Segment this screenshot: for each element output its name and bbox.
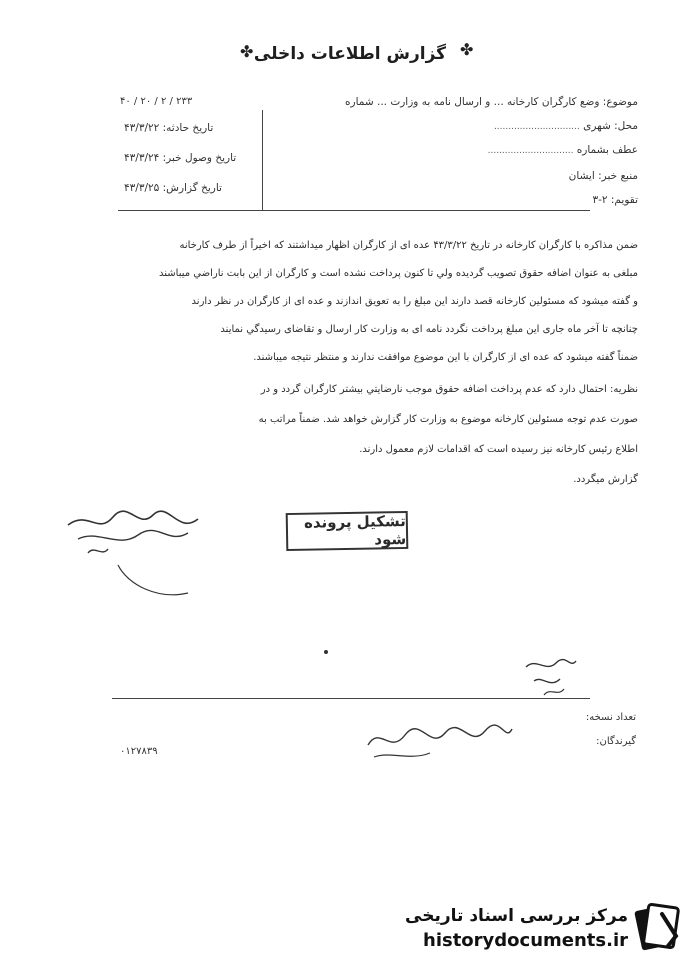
receipt-date-field: تاریخ وصول خبر: ۴۳/۳/۲۴ — [124, 152, 237, 164]
subject-number: ۲۳۳ / ۲ / ۲۰ / ۴۰ — [120, 96, 193, 107]
footer-rule — [112, 698, 590, 699]
event-date-field: تاریخ حادثه: ۴۳/۳/۲۲ — [124, 122, 214, 134]
source-field: منبع خبر: ایشان — [568, 170, 638, 182]
body-line: و گفته ميشود كه مسئولين كارخانه قصد دارند اين مبلغ را به تعويق اندازند و عده ای از كارگران در نظر دارند — [191, 296, 638, 307]
header-bottom-rule — [118, 210, 590, 211]
initials-signature-icon — [520, 655, 580, 700]
handwritten-signature-icon — [58, 505, 208, 605]
archive-logo-icon — [632, 900, 688, 956]
reference-label: عطف بشماره — [576, 144, 638, 156]
copies-label: تعداد نسخه: — [585, 712, 636, 723]
reference-dots: .............................. — [487, 146, 574, 156]
evaluation-field: تقویم: ۲-۳ — [592, 194, 638, 206]
watermark-org-name: مرکز بررسی اسناد تاریخی — [405, 906, 628, 926]
body-line: نظريه: احتمال دارد كه عدم پرداخت اضافه حقوق موجب نارضايتي بيشتر كارگران گردد و در — [260, 384, 638, 395]
footer-signature-icon — [360, 715, 520, 765]
filing-stamp: تشکیل پرونده شود — [286, 511, 409, 551]
place-label: محل: شهری — [583, 120, 638, 132]
recipients-label: گیرندگان: — [596, 736, 636, 747]
body-line: اطلاع رئيس كارخانه نيز رسيده است كه اقدامات لازم معمول دارند. — [359, 444, 638, 455]
document-code: ۰۱۲۷۸۳۹ — [120, 746, 158, 757]
watermark-url: historydocuments.ir — [423, 930, 628, 951]
body-line: مبلغی به عنوان اضافه حقوق تصویب گرديده ولي تا كنون پرداخت نشده است و كارگران از اين بابت ناراضي ميباشند — [159, 268, 638, 279]
document-title: گزارش اطلاعات داخلی — [253, 44, 447, 64]
body-line: ضمناً گفته ميشود كه عده ای از كارگران با اين موضوع موافقت ندارند و منتظر نتيجه ميباشند. — [253, 352, 638, 363]
ornament-right-icon: ✤ — [460, 40, 474, 59]
subject-label: موضوع: وضع كارگران کارخانه ... و ارسال نامه به وزارت ... شماره — [345, 96, 638, 108]
body-line: صورت عدم توجه مسئولين كارخانه موضوع به وزارت كار گزارش خواهد شد. ضمناً مراتب به — [258, 414, 638, 425]
body-line: چنانچه تا آخر ماه جاری اين مبلغ پرداخت نگردد نامه ای به وزارت كار ارسال و تقاضای رسيدگي نمايند — [220, 324, 638, 335]
header-divider — [262, 110, 263, 210]
place-dots: .............................. — [493, 122, 580, 132]
ornament-left-icon: ✤ — [240, 42, 254, 61]
place-field — [494, 120, 638, 132]
body-line: ضمن مذاكره با كارگران كارخانه در تاريخ ۴۳/۳/۲۲ عده ای از كارگران اظهار ميداشتند كه اخيراً از طرف كارخانه — [179, 240, 638, 251]
subject-field — [345, 96, 638, 108]
body-line: گزارش ميگردد. — [573, 474, 638, 485]
report-date-field: تاریخ گزارش: ۴۳/۳/۲۵ — [124, 182, 222, 194]
reference-field — [488, 144, 638, 156]
dot-mark-icon — [322, 648, 330, 656]
